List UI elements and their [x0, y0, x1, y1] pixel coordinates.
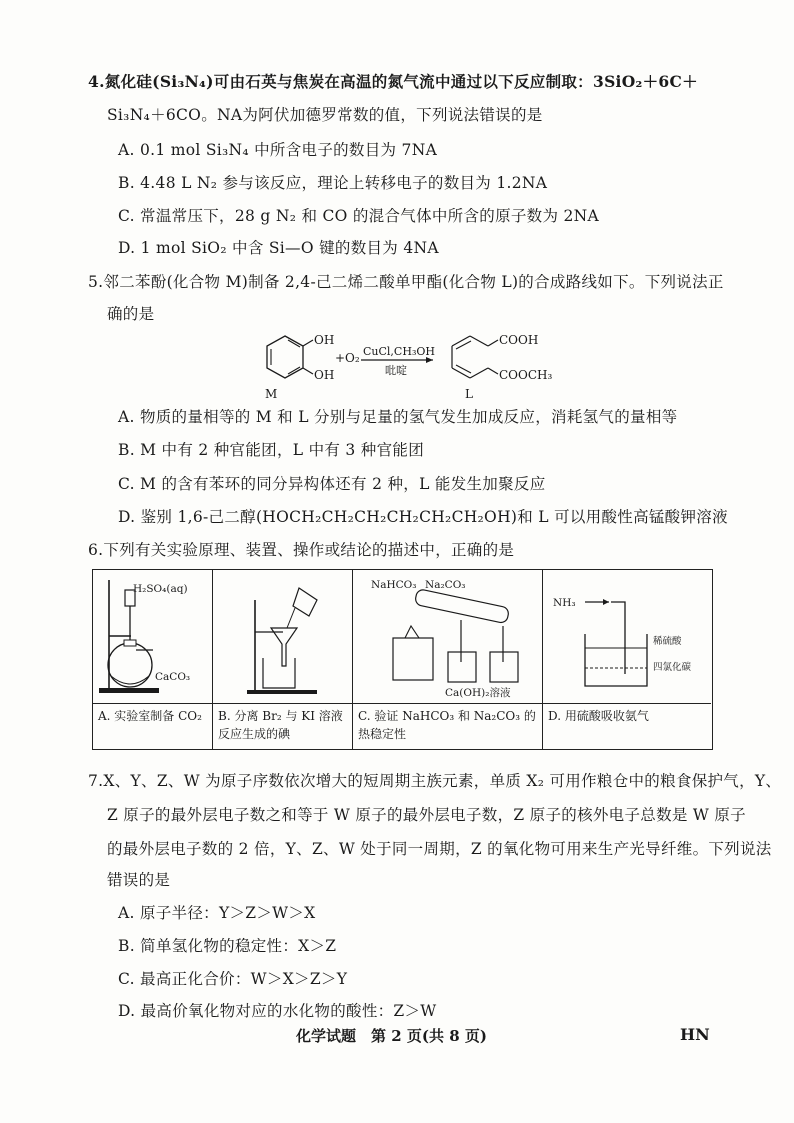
- apparatus-panel-c: [353, 570, 543, 749]
- q4-option-d: D. 1 mol SiO₂ 中含 Si—O 键的数目为 4NA: [118, 239, 439, 257]
- reagent-o2: +O₂: [335, 351, 360, 365]
- cooch3-label: COOCH₃: [499, 368, 553, 382]
- benzene-ring-m: [267, 336, 303, 378]
- q5-option-d: D. 鉴别 1,6-己二醇(HOCH₂CH₂CH₂CH₂CH₂CH₂OH)和 L 可以用酸性高锰酸钾溶液: [118, 508, 728, 526]
- nahco3-label: NaHCO₃: [371, 579, 417, 591]
- q5-stem-line1: 5.邻二苯酚(化合物 M)制备 2,4-己二烯二酸单甲酯(化合物 L)的合成路线如下。下列说法正: [88, 273, 724, 291]
- q7-stem-line4: 错误的是: [107, 871, 171, 889]
- panel-c-caption: C. 验证 NaHCO₃ 和 Na₂CO₃ 的热稳定性: [353, 703, 542, 749]
- q5-option-b: B. M 中有 2 种官能团，L 中有 3 种官能团: [118, 441, 424, 459]
- nh3-label: NH₃: [553, 597, 576, 609]
- conditions-bottom: 吡啶: [385, 364, 407, 377]
- q5-stem-line2: 确的是: [107, 305, 155, 323]
- panel-d-caption: D. 用硫酸吸收氨气: [543, 703, 711, 749]
- cooh-label: COOH: [499, 333, 539, 347]
- oh-bottom-label: OH: [314, 368, 335, 382]
- conditions-top: CuCl,CH₃OH: [363, 345, 435, 358]
- panel-a-caption: A. 实验室制备 CO₂: [93, 703, 212, 749]
- filtration-drawing: [213, 570, 351, 703]
- q4-option-b: B. 4.48 L N₂ 参与该反应，理论上转移电子的数目为 1.2NA: [118, 174, 548, 192]
- na2co3-label: Na₂CO₃: [425, 579, 466, 591]
- oh-top-label: OH: [314, 333, 335, 347]
- q4-option-c: C. 常温常压下，28 g N₂ 和 CO 的混合气体中所含的原子数为 2NA: [118, 207, 600, 225]
- apparatus-panel-d: [543, 570, 711, 749]
- h2so4-label: H₂SO₄(aq): [133, 583, 188, 595]
- q5-option-c: C. M 的含有苯环的同分异构体还有 2 种，L 能发生加聚反应: [118, 475, 546, 493]
- q7-option-a: A. 原子半径：Y＞Z＞W＞X: [118, 904, 316, 922]
- caco3-label: CaCO₃: [155, 671, 191, 683]
- synthesis-scheme: [255, 322, 555, 402]
- dilute-acid-label: 稀硫酸: [653, 636, 682, 647]
- q5-option-a: A. 物质的量相等的 M 和 L 分别与足量的氢气发生加成反应，消耗氢气的量相等: [118, 408, 678, 426]
- ammonia-absorption-drawing: [543, 570, 709, 703]
- q4-stem-line2: Si₃N₄＋6CO。NA为阿伏加德罗常数的值，下列说法错误的是: [107, 106, 543, 124]
- label-m: M: [265, 387, 278, 401]
- thermal-stability-drawing: [353, 570, 541, 703]
- q7-option-b: B. 简单氢化物的稳定性：X＞Z: [118, 937, 337, 955]
- q6-stem: 6.下列有关实验原理、装置、操作或结论的描述中，正确的是: [88, 541, 515, 559]
- ccl4-label: 四氯化碳: [653, 662, 692, 673]
- q7-stem-line3: 的最外层电子数的 2 倍，Y、Z、W 处于同一周期，Z 的氧化物可用来生产光导纤维。下列说法: [107, 840, 772, 858]
- label-l: L: [465, 387, 473, 401]
- apparatus-panel-a: [93, 570, 213, 749]
- q4-stem-line1: 4.氮化硅(Si₃N₄)可由石英与焦炭在高温的氮气流中通过以下反应制取：3SiO₂＋6C＋: [88, 72, 698, 91]
- panel-b-caption: B. 分离 Br₂ 与 KI 溶液反应生成的碘: [213, 703, 352, 749]
- apparatus-table: [92, 569, 713, 750]
- q7-option-c: C. 最高正化合价：W＞X＞Z＞Y: [118, 970, 348, 988]
- footer-page-number: 化学试题 第 2 页(共 8 页): [296, 1027, 487, 1045]
- caoh2-label: Ca(OH)₂溶液: [445, 687, 511, 699]
- q4-option-a: A. 0.1 mol Si₃N₄ 中所含电子的数目为 7NA: [118, 141, 438, 159]
- q7-stem-line1: 7.X、Y、Z、W 为原子序数依次增大的短周期主族元素，单质 X₂ 可用作粮仓中的粮食保护气，Y、: [88, 772, 782, 790]
- apparatus-panel-b: [213, 570, 353, 749]
- q7-option-d: D. 最高价氧化物对应的水化物的酸性：Z＞W: [118, 1002, 437, 1020]
- footer-region-code: HN: [680, 1025, 710, 1044]
- q7-stem-line2: Z 原子的最外层电子数之和等于 W 原子的最外层电子数，Z 原子的核外电子总数是 W 原子: [107, 806, 746, 824]
- co2-generator-drawing: [93, 570, 211, 703]
